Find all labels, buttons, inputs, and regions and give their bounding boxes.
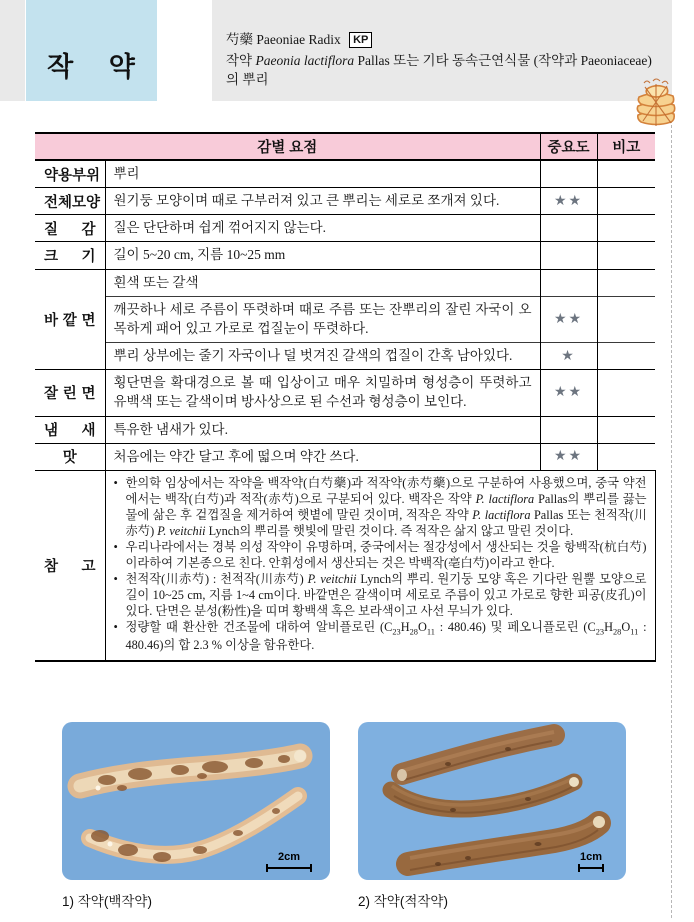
drug-info-box (212, 0, 672, 101)
header-left-strip (0, 0, 25, 101)
scale-bar-1cm (578, 851, 604, 872)
note-cell (597, 215, 655, 242)
row-label: 참 고 (35, 470, 105, 661)
note-cell (597, 370, 655, 416)
table-header-importance: 중요도 (540, 133, 597, 160)
table-row (35, 188, 655, 215)
note-cell (597, 416, 655, 443)
note-cell (597, 242, 655, 269)
figure-caption: 2) 작약(적작약) (358, 894, 448, 909)
description-cell: 뿌리 상부에는 줄기 자국이나 덜 벗겨진 갈색의 껍질이 간혹 남아있다. (105, 343, 540, 370)
scale-label: 1cm (579, 851, 603, 863)
table-row (35, 215, 655, 242)
table-row (35, 160, 655, 188)
table-row (35, 443, 655, 470)
importance-stars: ★★ (540, 370, 597, 416)
drug-title-box (26, 0, 157, 101)
importance-stars: ★★ (540, 296, 597, 342)
bullet-icon: • (113, 475, 118, 490)
id-table-body (35, 160, 655, 661)
table-row (35, 370, 655, 416)
table-header-note: 비고 (597, 133, 655, 160)
table-header-main: 감별 요점 (35, 133, 540, 160)
row-label: 잘 린 면 (35, 370, 105, 416)
row-label: 바 깥 면 (35, 269, 105, 370)
description-cell: 처음에는 약간 달고 후에 떫으며 약간 쓰다. (105, 443, 540, 470)
note-cell (597, 160, 655, 188)
row-label: 크 기 (35, 242, 105, 269)
drug-name-line (226, 30, 656, 49)
reference-bullet: • 정량할 때 환산한 건조물에 대하여 알비플로린 ($C_{23}H_{28}O_{11}$ : 480.46) 및 페오니플로린 ($C_{23}H_{28}O_{11}$ : 480.46)의 합 2.3 % 이상을 함유한다. (113, 619, 647, 653)
drug-hanja-name: 芍藥 (226, 32, 253, 47)
importance-stars (540, 416, 597, 443)
scale-bar-line (266, 864, 312, 872)
row-label: 맛 (35, 443, 105, 470)
table-row (35, 470, 655, 661)
reference-bullet: • 천적작(川赤芍) : 천적작(川赤芍) P. veitchii Lynch의 뿌리. 원기둥 모양 혹은 기다란 원뿔 모양으로 길이 10~25 cm, 지름 1~4 cm이다. 바깥면은 갈색이며 세로로 주름이 있고 가로로 향한 피공(皮孔)이 있다. 단면은 분성(粉性)을 띠며 황백색 혹은 보라색이고 사선 무늬가 있다. (113, 571, 647, 618)
figure-white-peony (62, 722, 330, 922)
description-cell: 질은 단단하며 쉽게 꺾어지지 않는다. (105, 215, 540, 242)
row-label: 냄 새 (35, 416, 105, 443)
scale-bar-2cm (266, 851, 312, 872)
note-cell (597, 443, 655, 470)
figure-caption: 1) 작약(백작약) (62, 894, 152, 909)
table-row (35, 242, 655, 269)
importance-stars (540, 269, 597, 296)
importance-stars: ★★ (540, 443, 597, 470)
note-cell (597, 343, 655, 370)
page-title: 작 약 (47, 52, 136, 82)
bullet-icon: • (113, 539, 118, 554)
page-margin-dashed-line (671, 0, 672, 918)
herb-bundle-icon (633, 75, 679, 127)
scale-bar-line (578, 864, 604, 872)
importance-stars (540, 215, 597, 242)
importance-stars: ★ (540, 343, 597, 370)
bullet-icon: • (113, 619, 118, 634)
reference-bullet: • 우리나라에서는 경북 의성 작약이 유명하며, 중국에서는 절강성에서 생산되는 것을 항백작(杭白芍)이라하여 기본종으로 친다. 안휘성에서 생산되는 것은 박백작(亳白芍)이라고 한다. (113, 539, 647, 570)
description-cell: 뿌리 (105, 160, 540, 188)
identification-table (35, 132, 656, 662)
figure-red-peony (358, 722, 626, 922)
table-row (35, 296, 655, 342)
note-cell (597, 188, 655, 215)
description-cell: 흰색 또는 갈색 (105, 269, 540, 296)
description-cell: 횡단면을 확대경으로 볼 때 입상이고 매우 치밀하며 형성층이 뚜렷하고 유백색 또는 갈색이며 방사상으로 된 수선과 형성층이 보인다. (105, 370, 540, 416)
scale-label: 2cm (277, 851, 301, 863)
table-header-row (35, 133, 655, 160)
description-cell: 길이 5~20 cm, 지름 10~25 mm (105, 242, 540, 269)
table-row (35, 416, 655, 443)
kp-badge: KP (349, 32, 372, 48)
red-peony-photo (358, 722, 626, 880)
bullet-icon: • (113, 571, 118, 586)
table-row (35, 269, 655, 296)
description-cell: 원기둥 모양이며 때로 구부러져 있고 큰 뿌리는 세로로 쪼개져 있다. (105, 188, 540, 215)
reference-bullet: • 한의학 임상에서는 작약을 백작약(白芍藥)과 적작약(赤芍藥)으로 구분하여 사용했으며, 중국 약전에서는 백작(白芍)과 적작(赤芍)으로 구분되어 있다. 백작은 작약 P. lactiflora Pallas의 뿌리를 끓는 물에 삶은 후 겉껍질을 제거하여 햇볕에 말린 것이며, 적작은 작약 P. lactiflora Pallas 또는 천적작(川赤芍) P. veitchii Lynch의 뿌리를 햇빛에 말린 것이다. 즉 적작은 삶지 않고 말린 것이다. (113, 475, 647, 538)
reference-cell (105, 470, 655, 661)
drug-description: 작약 Paeonia lactiflora Pallas 또는 기타 동속근연식물 (작약과 Paeoniaceae)의 뿌리 (226, 53, 652, 88)
note-cell (597, 269, 655, 296)
description-cell: 특유한 냄새가 있다. (105, 416, 540, 443)
note-cell (597, 296, 655, 342)
description-cell: 깨끗하나 세로 주름이 뚜렷하며 때로 주름 또는 잔뿌리의 잘린 자국이 오목하게 패어 있고 가로로 껍질눈이 뚜렷하다. (105, 296, 540, 342)
white-peony-photo (62, 722, 330, 880)
importance-stars (540, 242, 597, 269)
row-label: 전 체 모 양 (35, 188, 105, 215)
drug-latin-name: Paeoniae Radix (256, 32, 341, 47)
row-label: 질 감 (35, 215, 105, 242)
row-label: 약 용 부 위 (35, 160, 105, 188)
importance-stars: ★★ (540, 188, 597, 215)
importance-stars (540, 160, 597, 188)
table-row (35, 343, 655, 370)
